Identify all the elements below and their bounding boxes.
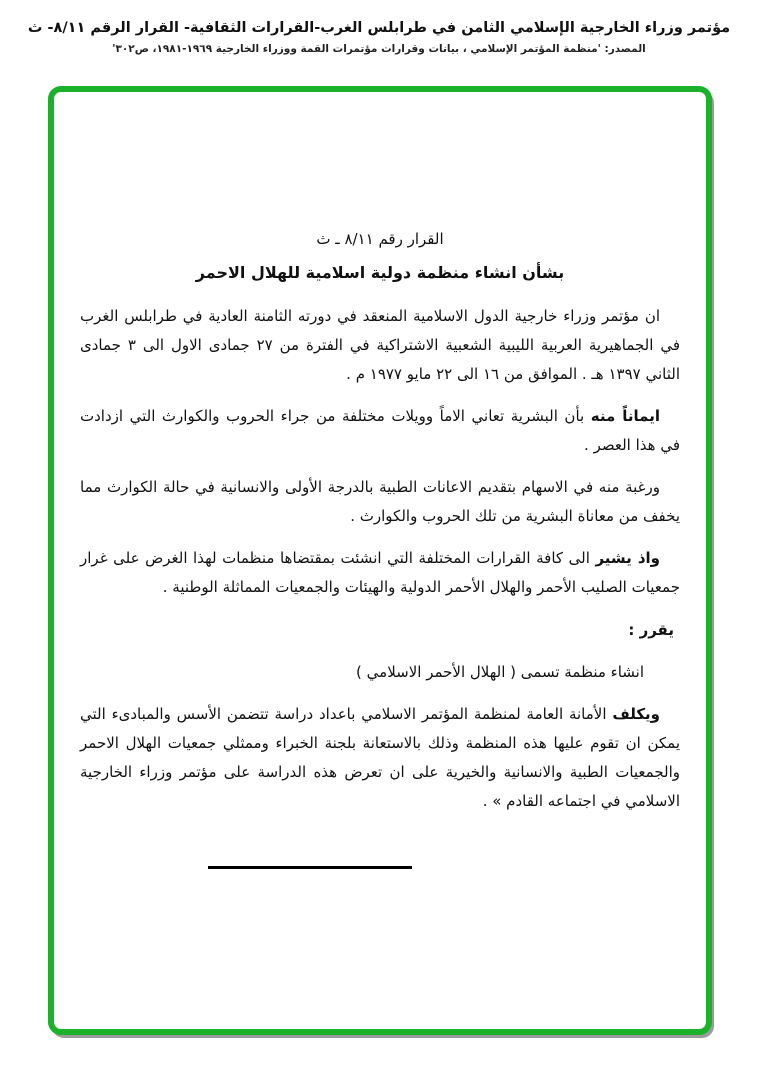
decision-text: انشاء منظمة تسمى ( الهلال الأحمر الاسلامي ) (356, 663, 644, 681)
faith-paragraph (80, 402, 680, 460)
resolution-title: بشأن انشاء منظمة دولية اسلامية للهلال الاحمر (195, 263, 565, 282)
preamble-paragraph (80, 302, 680, 389)
paragraph-text: ان مؤتمر وزراء خارجية الدول الاسلامية المنعقد في دورته الثامنة العادية في طرابلس الغرب في الجماهيرية العربية الليبية الشعبية الاشتراكية في الفترة من ٢٧ جمادى الاول الى ٣ جمادى الثاني ١٣٩٧ هـ . الموافق من ١٦ الى ٢٢ مايو ١٩٧٧ م . (80, 307, 680, 383)
paragraph-text: بأن البشرية تعاني الاماً وويلات مختلفة من جراء الحروب والكوارث التي ازدادت في هذا العصر . (80, 407, 680, 454)
footnote-divider (208, 866, 412, 869)
paragraph-lead: ايماناً منه (590, 407, 660, 425)
paragraph-lead: ويكلف (612, 705, 660, 723)
paragraph-lead: واذ يشير (595, 549, 660, 567)
paragraph-text: ورغبة منه في الاسهام بتقديم الاعانات الطبية بالدرجة الأولى والانسانية في حالة الكوارث مما يخفف من معاناة البشرية من تلك الحروب والكوارث . (80, 478, 680, 525)
decides-label: يقرر : (628, 621, 674, 639)
resolution-body (54, 92, 706, 1029)
resolution-number: القرار رقم ٨/١١ ـ ث (316, 230, 444, 248)
source-citation: المصدر: 'منظمة المؤتمر الإسلامي ، بيانات وقرارات مؤتمرات القمة ووزراء الخارجية ١٩٦٩-١٩٨١، ص٣٠٢' (112, 43, 646, 55)
green-border-frame (48, 86, 712, 1035)
conference-title: مؤتمر وزراء الخارجية الإسلامي الثامن في طرابلس الغرب-القرارات الثقافية- القرار الرقم ٨/١١- ث (27, 20, 731, 36)
mandate-paragraph (80, 700, 680, 816)
paragraph-text: الى كافة القرارات المختلفة التي انشئت بمقتضاها منظمات لهذا الغرض على غرار جمعيات الصليب الأحمر والهلال الأحمر الدولية والهيئات والجمعيات المماثلة الوطنية . (80, 549, 680, 596)
page-header (0, 20, 758, 55)
paragraph-text: الأمانة العامة لمنظمة المؤتمر الاسلامي باعداد دراسة تتضمن الأسس والمبادىء التي يمكن ان تقوم عليها هذه المنظمة وذلك بالاستعانة بلجنة الخبراء وممثلي جمعيات الهلال الاحمر والجمعيات الطبية والانسانية والخيرية على ان تعرض هذه الدراسة على مؤتمر وزراء الخارجية الاسلامي في اجتماعه القادم » . (80, 705, 680, 810)
recalling-paragraph (80, 544, 680, 602)
desire-paragraph (80, 473, 680, 531)
